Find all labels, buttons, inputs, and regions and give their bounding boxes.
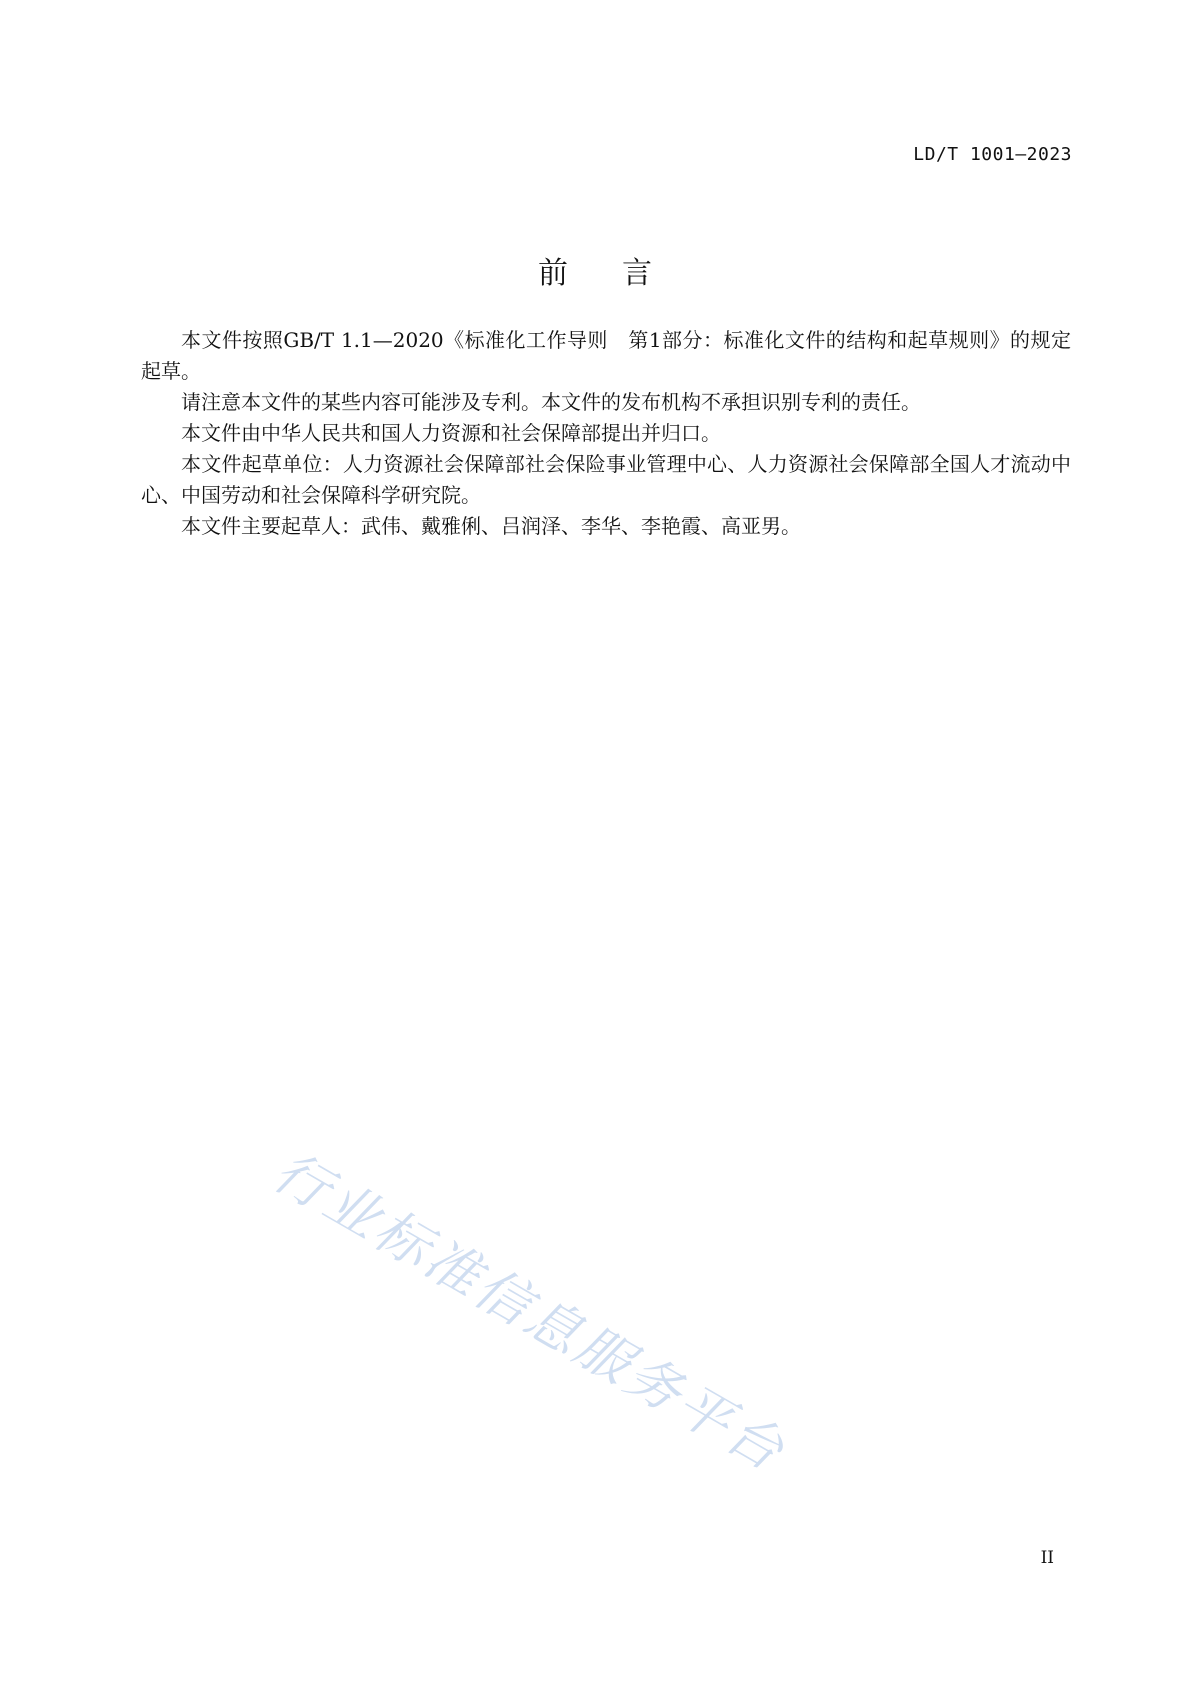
document-code: LD/T 1001—2023: [913, 144, 1072, 165]
paragraph-proposer: 本文件由中华人民共和国人力资源和社会保障部提出并归口。: [181, 421, 721, 445]
page-title: [0, 248, 1190, 292]
foreword-body: [141, 325, 1071, 542]
page-title-char-2: 言: [622, 256, 652, 291]
paragraph-drafting-rules: 本文件按照GB/T 1.1—2020《标准化工作导则 第1部分：标准化文件的结构和起草规则》的规定起草。: [141, 328, 1071, 383]
paragraph-drafting-units: 本文件起草单位：人力资源社会保障部社会保险事业管理中心、人力资源社会保障部全国人才流动中心、中国劳动和社会保障科学研究院。: [141, 452, 1071, 507]
page-title-char-1: 前: [538, 256, 568, 291]
watermark: 行业标准信息服务平台: [263, 1139, 797, 1485]
paragraph-drafters: 本文件主要起草人：武伟、戴雅俐、吕润泽、李华、李艳霞、高亚男。: [181, 514, 801, 538]
page-number: II: [1040, 1548, 1054, 1568]
paragraph-patent-notice: 请注意本文件的某些内容可能涉及专利。本文件的发布机构不承担识别专利的责任。: [181, 390, 921, 414]
